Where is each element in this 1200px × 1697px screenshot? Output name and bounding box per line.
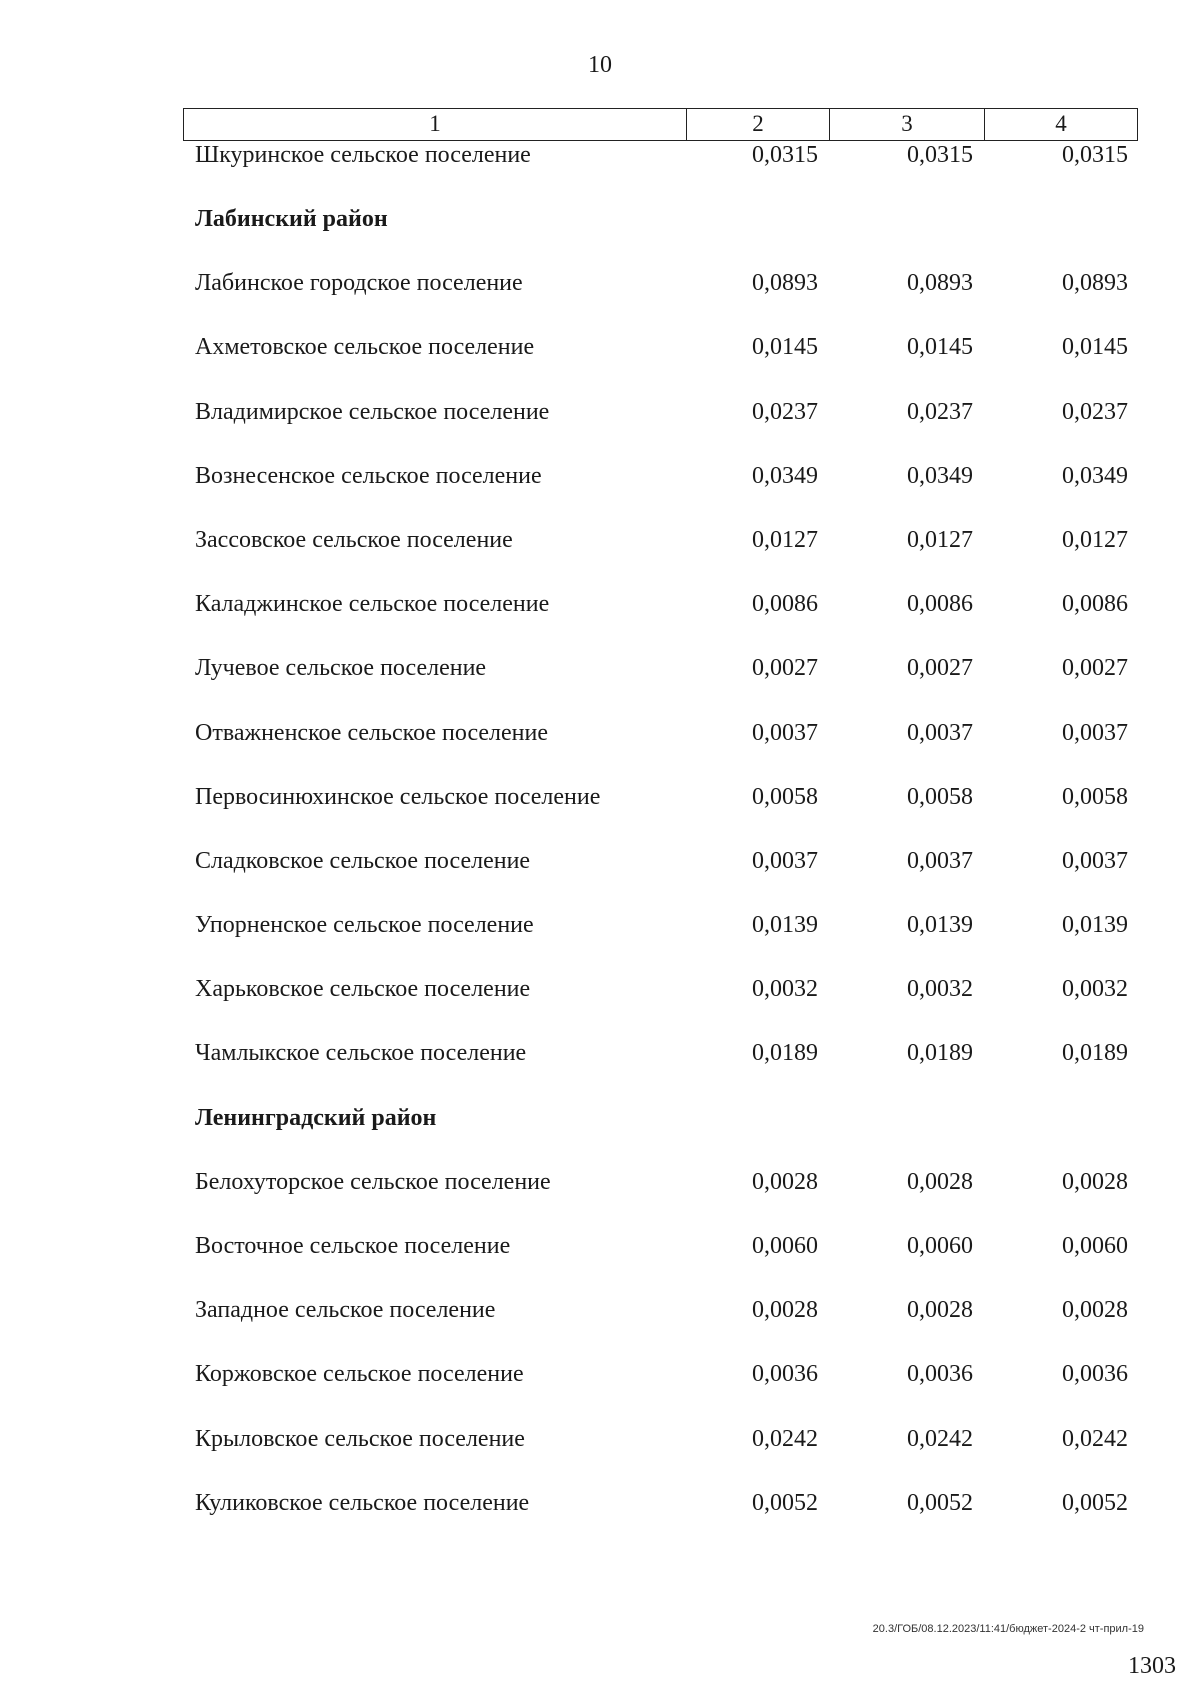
value-cell-3: 0,0052 <box>907 1489 973 1516</box>
document-code: 20.3/ГОБ/08.12.2023/11:41/бюджет-2024-2 чт-прил-19 <box>872 1623 1144 1635</box>
value-cell-4: 0,0037 <box>1062 719 1128 746</box>
value-cell-2: 0,0032 <box>752 976 818 1003</box>
table-row <box>0 972 1200 1036</box>
value-cell-2: 0,0036 <box>752 1361 818 1388</box>
value-cell-3: 0,0237 <box>907 398 973 425</box>
settlement-name: Восточное сельское поселение <box>195 1233 511 1259</box>
value-cell-3: 0,0037 <box>907 847 973 874</box>
value-cell-2: 0,0893 <box>752 270 818 297</box>
settlement-name: Западное сельское поселение <box>195 1297 496 1324</box>
value-cell-2: 0,0058 <box>752 783 818 810</box>
table-row <box>0 1036 1200 1100</box>
settlement-name: Куликовское сельское поселение <box>195 1489 530 1516</box>
value-cell-2: 0,0349 <box>752 462 818 489</box>
value-cell-2: 0,0127 <box>752 526 818 553</box>
value-cell-4: 0,0315 <box>1062 142 1128 168</box>
value-cell-2: 0,0028 <box>752 1297 818 1324</box>
value-cell-4: 0,0058 <box>1062 783 1128 810</box>
settlement-name: Упорненское сельское поселение <box>195 912 534 939</box>
value-cell-2: 0,0037 <box>752 719 818 746</box>
column-header-4: 4 <box>1055 111 1067 136</box>
value-cell-3: 0,0060 <box>907 1233 973 1259</box>
value-cell-2: 0,0237 <box>752 398 818 425</box>
value-cell-2: 0,0060 <box>752 1233 818 1259</box>
table-row <box>0 1357 1200 1421</box>
settlement-name: Владимирское сельское поселение <box>195 398 550 425</box>
table-row <box>0 523 1200 587</box>
value-cell-2: 0,0028 <box>752 1168 818 1195</box>
table-row <box>0 1229 1200 1293</box>
table-row <box>0 140 1200 202</box>
settlement-name: Шкуринское сельское поселение <box>195 142 531 168</box>
value-cell-3: 0,0036 <box>907 1361 973 1388</box>
value-cell-3: 0,0315 <box>907 142 973 168</box>
value-cell-2: 0,0037 <box>752 847 818 874</box>
settlement-name: Сладковское сельское поселение <box>195 847 531 874</box>
value-cell-2: 0,0086 <box>752 591 818 618</box>
settlement-name: Лучевое сельское поселение <box>195 655 487 682</box>
sheet-number: 1303 <box>1128 1653 1176 1679</box>
table-row <box>0 651 1200 715</box>
settlement-name: Крыловское сельское поселение <box>195 1425 525 1452</box>
column-header-1: 1 <box>184 109 687 140</box>
value-cell-4: 0,0127 <box>1062 526 1128 553</box>
value-cell-4: 0,0028 <box>1062 1297 1128 1324</box>
value-cell-3: 0,0028 <box>907 1168 973 1195</box>
settlement-name: Харьковское сельское поселение <box>195 976 531 1003</box>
value-cell-3: 0,0189 <box>907 1040 973 1067</box>
settlement-name: Лабинское городское поселение <box>195 270 523 297</box>
value-cell-3: 0,0028 <box>907 1297 973 1324</box>
value-cell-3: 0,0893 <box>907 270 973 297</box>
value-cell-3: 0,0037 <box>907 719 973 746</box>
column-header-3: 3 <box>830 109 985 140</box>
value-cell-4: 0,0027 <box>1062 655 1128 682</box>
settlement-name: Зассовское сельское поселение <box>195 526 513 553</box>
value-cell-2: 0,0189 <box>752 1040 818 1067</box>
value-cell-2: 0,0242 <box>752 1425 818 1452</box>
value-cell-4: 0,0139 <box>1062 912 1128 939</box>
value-cell-2: 0,0027 <box>752 655 818 682</box>
district-name: Лабинский район <box>195 206 388 232</box>
value-cell-3: 0,0127 <box>907 526 973 553</box>
settlement-name: Первосинюхинское сельское поселение <box>195 783 601 810</box>
value-cell-4: 0,0037 <box>1062 847 1128 874</box>
value-cell-3: 0,0242 <box>907 1425 973 1452</box>
value-cell-4: 0,0060 <box>1062 1233 1128 1259</box>
value-cell-2: 0,0145 <box>752 334 818 361</box>
value-cell-4: 0,0242 <box>1062 1425 1128 1452</box>
table-row <box>0 716 1200 780</box>
table-row <box>0 1422 1200 1486</box>
value-cell-4: 0,0145 <box>1062 334 1128 361</box>
value-cell-3: 0,0139 <box>907 912 973 939</box>
value-cell-3: 0,0086 <box>907 591 973 618</box>
value-cell-2: 0,0315 <box>752 142 818 168</box>
value-cell-4: 0,0086 <box>1062 591 1128 618</box>
value-cell-4: 0,0189 <box>1062 1040 1128 1067</box>
value-cell-3: 0,0349 <box>907 462 973 489</box>
value-cell-4: 0,0028 <box>1062 1168 1128 1195</box>
settlement-name: Ахметовское сельское поселение <box>195 334 535 361</box>
table-row <box>0 459 1200 523</box>
value-cell-4: 0,0349 <box>1062 462 1128 489</box>
district-name: Ленинградский район <box>195 1104 437 1131</box>
settlement-name: Белохуторское сельское поселение <box>195 1168 551 1195</box>
table-row <box>0 1165 1200 1229</box>
column-header-2: 2 <box>687 109 830 140</box>
table-body <box>0 140 1200 1550</box>
table-row <box>0 395 1200 459</box>
value-cell-3: 0,0032 <box>907 976 973 1003</box>
value-cell-4: 0,0032 <box>1062 976 1128 1003</box>
table-row <box>0 908 1200 972</box>
page-number: 10 <box>588 52 612 78</box>
settlement-name: Вознесенское сельское поселение <box>195 462 542 489</box>
table-row <box>0 587 1200 651</box>
table-row <box>0 266 1200 330</box>
table-row <box>0 844 1200 908</box>
value-cell-2: 0,0139 <box>752 912 818 939</box>
district-heading-row <box>0 202 1200 266</box>
table-row <box>0 1486 1200 1550</box>
value-cell-2: 0,0052 <box>752 1489 818 1516</box>
district-heading-row <box>0 1101 1200 1165</box>
value-cell-4: 0,0893 <box>1062 270 1128 297</box>
value-cell-3: 0,0058 <box>907 783 973 810</box>
table-row <box>0 330 1200 394</box>
value-cell-4: 0,0052 <box>1062 1489 1128 1516</box>
settlement-name: Чамлыкское сельское поселение <box>195 1040 527 1067</box>
table-row <box>0 780 1200 844</box>
settlement-name: Отважненское сельское поселение <box>195 719 549 746</box>
settlement-name: Каладжинское сельское поселение <box>195 591 550 618</box>
value-cell-3: 0,0145 <box>907 334 973 361</box>
table-row <box>0 1293 1200 1357</box>
value-cell-4: 0,0237 <box>1062 398 1128 425</box>
settlement-name: Коржовское сельское поселение <box>195 1361 524 1388</box>
value-cell-3: 0,0027 <box>907 655 973 682</box>
value-cell-4: 0,0036 <box>1062 1361 1128 1388</box>
column-header-row <box>183 108 1138 141</box>
